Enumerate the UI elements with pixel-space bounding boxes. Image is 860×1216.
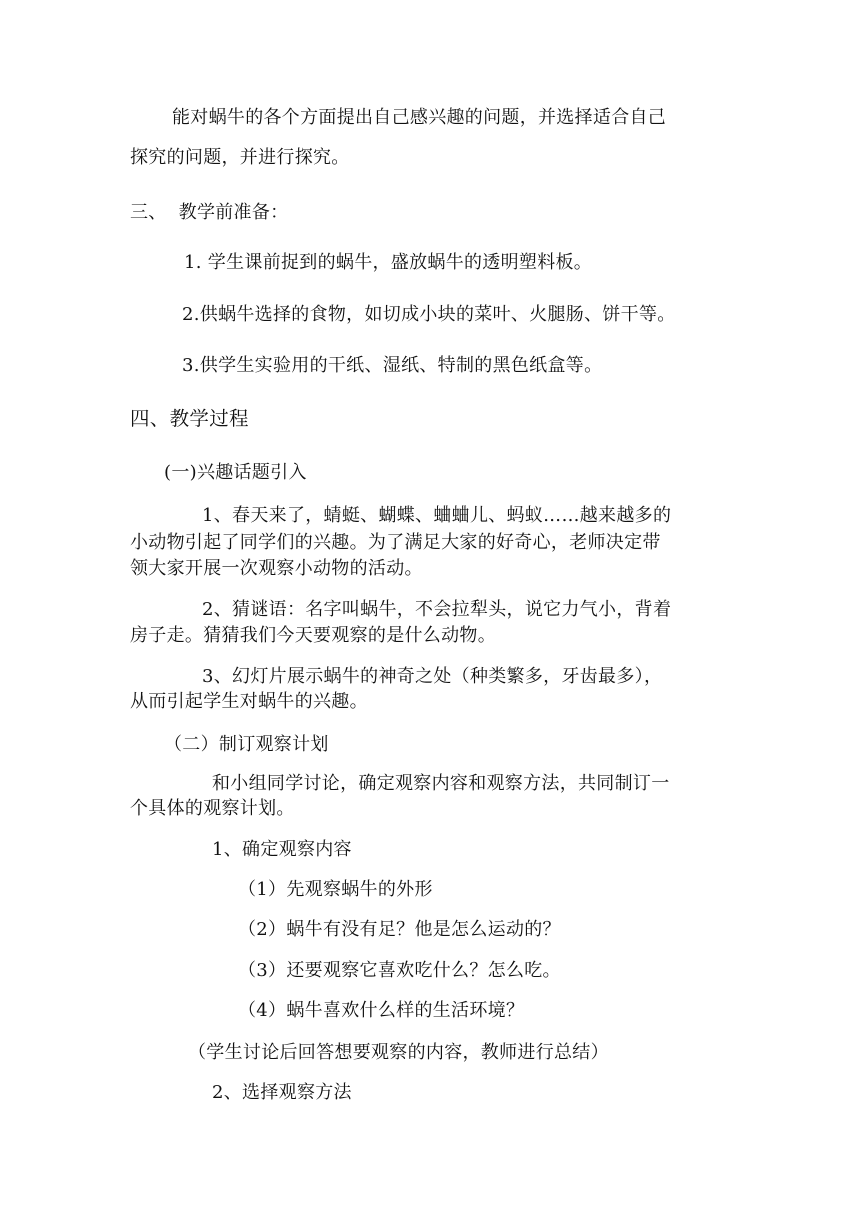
prep-item-3: 3.供学生实验用的干纸、湿纸、特制的黑色纸盒等。 [182, 355, 603, 376]
part-1-paragraph-1-line-2: 小动物引起了同学们的兴趣。为了满足大家的好奇心，老师决定带 [130, 532, 661, 553]
part-2-intro-line-2: 个具体的观察计划。 [130, 798, 295, 819]
prep-item-2: 2.供蜗牛选择的食物，如切成小块的菜叶、火腿肠、饼干等。 [182, 304, 676, 325]
question-4: （4）蜗牛喜欢什么样的生活环境？ [238, 1000, 525, 1021]
part-1-paragraph-1-line-3: 领大家开展一次观察小动物的活动。 [130, 558, 423, 579]
part-1-paragraph-3-line-2: 从而引起学生对蜗牛的兴趣。 [130, 691, 368, 712]
discussion-note: （学生讨论后回答想要观察的内容，教师进行总结） [188, 1042, 609, 1063]
part-1-paragraph-1-line-1: 1、春天来了，蜻蜓、蝴蝶、蛐蛐儿、蚂蚁……越来越多的 [202, 505, 672, 526]
intro-line-1: 能对蜗牛的各个方面提出自己感兴趣的问题，并选择适合自己 [172, 107, 667, 128]
step-2-title: 2、选择观察方法 [212, 1082, 352, 1103]
part-1-paragraph-2-line-2: 房子走。猜猜我们今天要观察的是什么动物。 [130, 625, 496, 646]
question-3: （3）还要观察它喜欢吃什么？怎么吃。 [238, 960, 561, 981]
prep-item-1: 1. 学生课前捉到的蜗牛，盛放蜗牛的透明塑料板。 [184, 252, 593, 273]
question-1: （1）先观察蜗牛的外形 [238, 879, 433, 900]
question-2: （2）蜗牛有没有足？他是怎么运动的？ [238, 919, 561, 940]
part-2-intro-line-1: 和小组同学讨论，确定观察内容和观察方法，共同制订一 [212, 773, 670, 794]
part-2-title: （二）制订观察计划 [164, 734, 329, 755]
part-1-paragraph-2-line-1: 2、猜谜语：名字叫蜗牛，不会拉犁头，说它力气小，背着 [202, 599, 672, 620]
section-4-title: 四、教学过程 [130, 407, 249, 430]
part-1-title: (一)兴趣话题引入 [164, 462, 307, 483]
part-1-paragraph-3-line-1: 3、幻灯片展示蜗牛的神奇之处（种类繁多，牙齿最多）， [202, 666, 663, 687]
intro-line-2: 探究的问题，并进行探究。 [130, 147, 350, 168]
step-1-title: 1、确定观察内容 [212, 839, 352, 860]
section-3-title: 三、 教学前准备： [130, 202, 289, 223]
